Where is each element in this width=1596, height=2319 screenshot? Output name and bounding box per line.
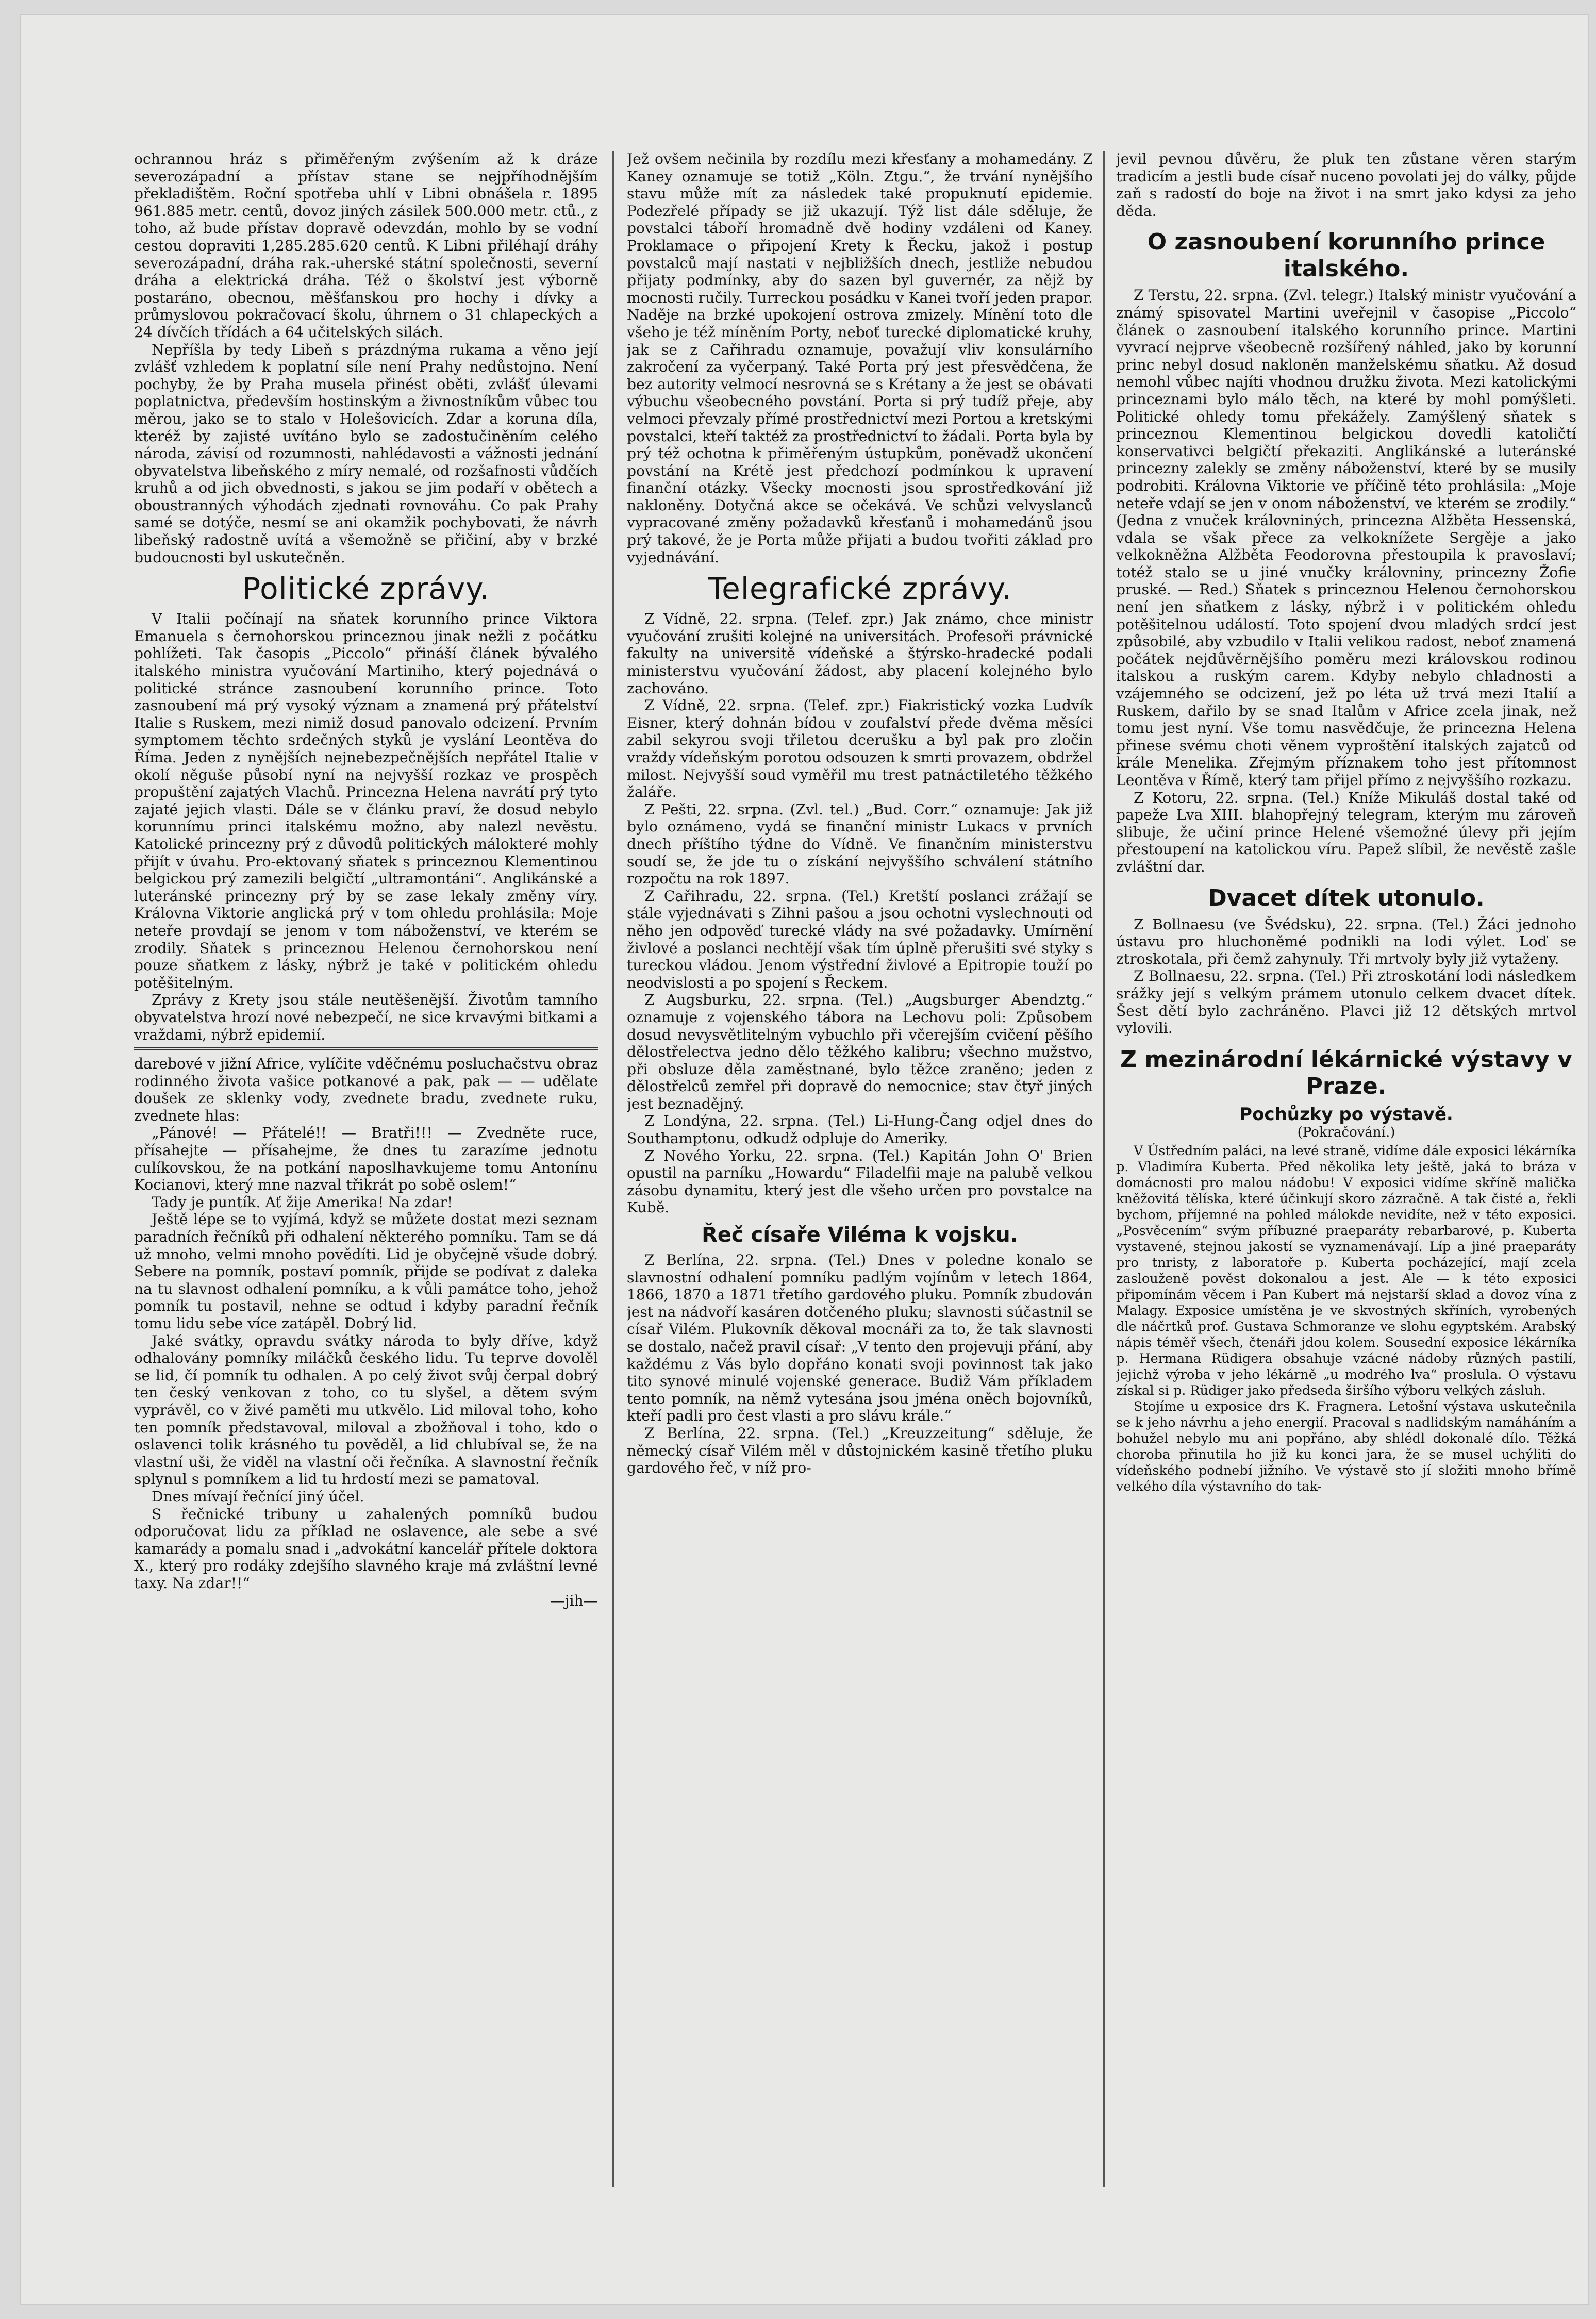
section-heading-politics: Politické zprávy. [242,571,490,607]
telegram: Z Bollnaesu, 22. srpna. (Tel.) Při ztroskotání lodi následkem srážky její s velkým prámem utonulo celkem dvacet dítek. Šest dětí bylo zachráněno. Plavci již 12 dětských mrtvol vylovili. [1116,967,1576,1037]
paragraph: Ještě lépe se to vyjímá, když se můžete dostat mezi seznam paradních řečníků při odhalení některého pomníku. Tam se dá už mnoho, velmi mnoho povědíti. Lid je obyčejně všude dobrý. Sebere na pomník, postaví pomník, přijde se podívat z daleka na tu slavnost odhalení pomníku, a k vůli památce toho, jehož pomník tu postavil, nehne se odtud i kdyby paradní řečník tomu lidu sebe více zatápěl. Dobrý lid. [134,1211,598,1332]
paragraph: Jež ovšem nečinila by rozdílu mezi křesťany a mohamedány. Z Kaney oznamuje se totiž „Köln. Ztgu.“, že trvání nynějšího stavu může mít za následek také propuknutí epidemie. Podezřelé případy se již ukazují. Týž list dále sděluje, že povstalci táboří hromadně dvě hodiny vzdáleni od Kaney. Proklamace o připojení Krety k Řecku, jakož i postup povstalců mají nastati v nejbližších dnech, jestliže nebudou přijaty podmínky, aby do sazen byl guvernér, za nějž by mocnosti ručily. Turreckou posádku v Kanei tvoří jeden prapor. Naděje na brzké upokojení ostrova zmizely. Mínění toto dle všeho je též míněním Porty, neboť turecké diplomatické kruhy, jak se z Cařihradu oznamuje, považují vliv konsulárního zakročení za vyčerpaný. Také Porta prý jest přesvědčena, že bez autority velmocí nesrovná se s Krétany a že jest se obávati výbuchu všeobecného povstání. Porta si prý tudíž přeje, aby velmoci převzaly přímé prostřednictví mezi Portou a kretskými povstalci, kteří taktéž za prostřednictví to žádali. Porta byla by prý též ochotna k přiměřeným ústupkům, poněvadž ukončení povstání na Krétě jest předchozí podmínkou k upravení finanční otázky. Všecky mocnosti jsou sprostředkování již nakloněny. Dotyčná akce se očekává. Ve schůzi velvyslanců vypracované změny požadavků křesťanů i mohamedánů jsou prý takové, že je Porta může přijati a budou tvořiti základ pro vyjednávání. [627,151,1093,566]
column-rule [1103,151,1105,2187]
column-left [134,151,598,2187]
column-right [1116,151,1576,2150]
telegram: Z Nového Yorku, 22. srpna. (Tel.) Kapitán John O' Brien opustil na parníku „Howardu“ Filadelfii maje na palubě velkou zásobu dynamitu, který jest dle všeho určen pro povstalce na Kubě. [627,1147,1093,1216]
section-divider [134,1047,598,1050]
column-middle [627,151,1093,2187]
paragraph: „Pánové! — Přátelé!! — Bratři!!! — Zvedněte ruce, přísahejte — přísahejme, že dnes tu zarazíme jednotu culíkovskou, že na potkání naposlhavkujeme tomu Antonínu Kocianovi, který mne nazval třikrát po sobě oslem!“ [134,1124,598,1194]
subheading-walks: Pochůzky po výstavě. [1239,1104,1453,1125]
section-heading-drowned: Dvacet dítek utonulo. [1208,885,1485,911]
telegram: Z Vídně, 22. srpna. (Telef. zpr.) Jak známo, chce ministr vyučování zrušiti kolejné na universitách. Profesoři právnické fakulty na universitě vídeňské a štýrsko-hradecké podali ministerstvu vyučování žádost, aby placení kolejného bylo zachováno. [627,610,1093,697]
paragraph: darebové v jižní Africe, vylíčite vděčnému posluchačstvu obraz rodinného života vašice potkanové a pak, pak — — udělate doušek ze sklenky vody, zvednete bradu, zvednete ruku, zvednete hlas: [134,1055,598,1124]
telegram: Z Vídně, 22. srpna. (Telef. zpr.) Fiakristický vozka Ludvík Eisner, který dohnán bídou v zoufalství přede dvěma měsíci zabil sekyrou svoji třiletou dcerušku a byl pak pro zločin vraždy vídeňským porotou odsouzen k smrti provazem, obdržel milost. Nejvyšší soud vyměřil mu trest patnáctiletého těžkého žaláře. [627,697,1093,801]
section-heading-engagement: O zasnoubení korunního prince italského. [1147,229,1545,282]
paragraph: S řečnické tribuny u zahalených pomníků budou odporučovat lidu za příklad ne oslavence, ale sebe a své kamarády a pomalu snad i „advokátní kancelář přítele doktora X., který pro rodáky zdejšího slavného kraje má zvláštní levné taxy. Na zdar!!“ [134,1505,598,1592]
telegram: Z Bollnaesu (ve Švédsku), 22. srpna. (Tel.) Žáci jednoho ústavu pro hluchoněmé podnikli na lodi výlet. Loď se ztroskotala, při čemž zahynuly. Tři mrtvoly byly již vytaženy. [1116,915,1576,967]
telegram: Z Terstu, 22. srpna. (Zvl. telegr.) Italský ministr vyučování a známý spisovatel Martini uveřejnil v časopise „Piccolo“ článek o zasnoubení italského korunního prince. Martini vyvrací nejprve všeobecně rozšířený náhled, jako by korunní princ nebyl dosud nakloněn manželskému sňatku. Až dosud nemohl vůbec najíti vhodnou družku života. Mezi katolickými princeznami bylo málo těch, na které by mohl pomýšleti. Politické ohledy tomu překážely. Zamýšlený sňatek s princeznou Klementinou belgickou dovedli katoličtí konservativci belgičtí překaziti. Anglikánské a luteránské princezny zalekly se změny náboženství, které by se musily podrobiti. Královna Viktorie ve příčině této prohlásila: „Moje neteře vdají se jen v onom náboženství, ve kterém se zrodily.“ (Jedna z vnuček královniných, princezna Alžběta Hessenská, vdala se však přece za velkoknížete Sergěje a jako velkokněžna Alžběta Feodorovna přestoupila k pravoslaví; totéž stalo se u jiné vnučky královniny, princezny Žofie pruské. — Red.) Sňatek s princeznou Helenou černohorskou není jen sňatkem z lásky, nýbrž i v politickém ohledu potěšitelnou událostí. Toto spojení dvou mladých srdcí jest způsobilé, aby vzbudilo v Italii velikou radost, neboť znamená počátek nejdůvěrnějšího poměru mezi královskou rodinou italskou a ruským carem. Kdyby nebylo chladnosti a vzájemného se odcizení, jež po léta už trvá mezi Italií a Ruskem, dařilo by se snad Italům v Africe zcela jinak, než tomu jest nyní. Vše tomu nasvědčuje, že princezna Helena přinese svému choti věnem vyproštění italských zajatců od krále Menelika. Zřejmým příznakem toho jest přítomnost Leontěva v Římě, který tam přijel přímo z nejvyššího rozkazu. [1116,287,1576,789]
paragraph: Nepříšla by tedy Libeň s prázdnýma rukama a věno její zvlášť vzhledem k poplatní síle není Prahy nedůstojno. Není pochyby, že by Praha musela přinést oběti, zvlášť úlevami poplatnictva, především hostinským a živnostníkům vůbec tou měrou, jako se to stalo v Holešovicích. Zdar a koruna díla, kteréž by zajisté uvítáno bylo se zadostučiněním celého národa, závisí od rozumnosti, nahlédavosti a vážnosti jednání obyvatelstva libeňského z míry nemalé, od rozšafnosti vůdčích kruhů a od jich obvednosti, s jakou se jim podaří v obětech a oboustranných výhodách zjednati rovnováhu. Co pak Prahy samé se dotýče, nesmí se ani okamžik pochybovati, že návrh libeňský radostně uvítá a všemožně se přičiní, aby v brzké budoucnosti byl uskutečněn. [134,341,598,566]
newspaper-page [21,15,1588,2304]
telegram: Z Berlína, 22. srpna. (Tel.) Dnes v poledne konalo se slavnostní odhalení pomníku padlým vojínům v letech 1864, 1866, 1870 a 1871 třetího gardového pluku. Pomník zbudován jest na nádvoří kasáren dotčeného pluku; slavnosti súčastnil se císař Vilém. Plukovník děkoval mocnáři za to, že tak slavnosti se dostalo, načež pravil císař: „V tento den projevuji přání, aby každému z Vás bylo dopřáno konati svoji povinnost tak jako tito synové minulé vojenské generace. Budiž Vám příkladem tento pomník, na němž vytesána jsou jména oněch bojovníků, kteří padli pro čest vlasti a pro slávu krále.“ [627,1252,1093,1425]
section-heading-telegrams: Telegrafické zprávy. [708,571,1012,607]
paragraph: ochrannou hráz s přiměřeným zvýšením až k dráze severozápadní a přístav stane se nejpříhodnějším překladištěm. Roční spotřeba uhlí v Libni obnášela r. 1895 961.885 metr. centů, dovoz jiných zásilek 500.000 metr. ctů., z toho, až bude přístav dopravě odevzdán, mohlo by se vodní cestou dopraviti 1,285.285.620 centů. K Libni přiléhají dráhy severozápadní, dráha rak.-uherské státní společnosti, severní dráha a elektrická dráha. Též o školství jest výborně postaráno, obecnou, měšťanskou pro hochy i dívky a průmyslovou pokračovací školu, úhrnem o 31 chlapeckých a 24 dívčích třídách a 64 učitelských silách. [134,151,598,341]
column-rule [612,151,614,2187]
paragraph: Stojíme u exposice drs K. Fragnera. Letošní výstava uskutečnila se k jeho návrhu a jeho energií. Pracoval s nadlidským namáháním a bohužel nebylo mu ani popřáno, aby shlédl dokonalé dílo. Těžká choroba přinutila ho již ku konci jara, že se musel uchýliti do vídeňského podnebí jižního. Ve výstavě sto jí složiti mnoho břímě velkého díla výstavního do tak- [1116,1398,1576,1494]
section-heading-speech: Řeč císaře Viléma k vojsku. [702,1223,1018,1247]
telegram: Z Augsburku, 22. srpna. (Tel.) „Augsburger Abendztg.“ oznamuje z vojenského tábora na Lechovu poli: Způsobem dosud nevysvětlitelným vybuchlo při včerejším cvičení pěšího dělostřelectva jedno dělo těžkého kalibru; všechno mužstvo, při obsluze děla zaměstnané, bylo těžce zraněno; jeden z dělostřelců zemřel při dopravě do nemocnice; stav čtyř jiných jest beznadějný. [627,991,1093,1112]
telegram: Z Berlína, 22. srpna. (Tel.) „Kreuzzeitung“ sděluje, že německý císař Vilém měl v důstojnickém kasině třetího pluku gardového řeč, v níž pro- [627,1424,1093,1477]
subheading-continued: (Pokračování.) [1297,1124,1395,1140]
paragraph: Tady je puntík. Ať žije Amerika! Na zdar! [152,1193,453,1211]
author-signature: —jih— [550,1592,598,1609]
paragraph: Dnes mívají řečnící jiný účel. [152,1488,364,1505]
telegram: Z Kotoru, 22. srpna. (Tel.) Kníže Mikuláš dostal také od papeže Lva XIII. blahopřejný telegram, kterým mu zároveň slibuje, že učiní prince Helené všemožné úlevy při jejím přestoupení na katolickou víru. Papež slíbil, že nevěstě zašle zvláštní dar. [1116,789,1576,875]
paragraph: Zprávy z Krety jsou stále neutěšenější. Životům tamního obyvatelstva hrozí nové nebezpečí, ne sice krvavými bitkami a vraždami, nýbrž epidemií. [134,991,598,1043]
telegram: Z Londýna, 22. srpna. (Tel.) Li-Hung-Čang odjel dnes do Southamptonu, odkudž odpluje do Ameriky. [627,1112,1093,1147]
paragraph: V Ústředním paláci, na levé straně, vidíme dále exposici lékárníka p. Vladimíra Kuberta. Před několika lety ještě, jaká to bráza v domácnosti pro malou nádobu! V exposici vidíme skříně malička kněžovitá tělíska, které účinkují skoro zázračně. A tak čisté a, řekli bychom, příjemné na pohled málokde nevidíte, než v této exposici. „Posvěcením“ svým příbuzné praeparáty rebarbarové, p. Kuberta vystavené, stejnou jakostí se vyznamenávají. Líp a jiné praeparáty pro tnristy, z laboratoře p. Kuberta pocházející, mají zcela zaslouženě pověst dokonalou a jest. Ale — k této exposici připomínám věcem i Pan Kubert má nejstarší sklad a dovoz vína z Malagy. Exposice umístěna je ve skvostných skříních, vyrobených dle náčrtků prof. Gustava Schmoranze ve slohu egyptském. Arabský nápis téměř všech, čtenáři jdou kolem. Sousední exposice lékárníka p. Hermana Rüdigera obsahuje vzácné nádoby různých pastilí, jejichž výroba v jeho lékárně „u modrého lva“ proslula. O výstavu získal si p. Rüdiger jako předseda širšího výboru velkých zásluh. [1116,1143,1576,1398]
section-heading-exhibition: Z mezinárodní lékárnické výstavy v Praze. [1120,1046,1572,1099]
paragraph: jevil pevnou důvěru, že pluk ten zůstane věren starým tradicím a jestli bude císař nuceno povolati jej do války, půjde zaň s radostí do boje na život i na smrt jako kdysi za jeho děda. [1116,151,1576,220]
paragraph: V Italii počínají na sňatek korunního prince Viktora Emanuela s černohorskou princeznou jinak nežli z počátku pohlížeti. Tak časopis „Piccolo“ přináší článek bývalého italského ministra vyučování Martiniho, který pojednává o politické stránce zasnoubení korunního prince. Toto zasnoubení má prý vysoký význam a znamená prý přátelství Italie s Ruskem, mezi nimiž dosud panovalo odcizení. Prvním symptomem těchto srdečných styků je vyslání Leontěva do Říma. Jeden z nynějších nejnebezpečnějších nepřátel Italie v okolí něguše působí nyní na nejvyšší rozkaz ve prospěch propuštění zajatých Vlachů. Princezna Helena navrátí prý tyto zajaté jejich vlasti. Dále se v článku praví, že dosud nebylo korunnímu princi italskému možno, aby nalezl nevěstu. Katolické princezny prý z důvodů politických málokteré mohly přijít v úvahu. Pro-ektovaný sňatek s princeznou Klementinou belgickou prý zamezili belgičtí „ultramontáni“. Anglikánské a luteránské princezny prý by se zase lekaly změny víry. Královna Viktorie anglická prý v tom ohledu prohlásila: Moje neteře provdají se jenom v tom náboženství, ve kterém se zrodily. Sňatek s princeznou Helenou černohorskou není pouze sňatkem z lásky, nýbrž je také v politickém ohledu potěšitelným. [134,610,598,991]
telegram: Z Pešti, 22. srpna. (Zvl. tel.) „Bud. Corr.“ oznamuje: Jak již bylo oznámeno, vydá se finanční ministr Lukacs v prvních dnech příštího týdne do Vídně. Ve finančním ministerstvu soudí se, že jde tu o získání nejvyššího schválení státního rozpočtu na rok 1897. [627,800,1093,888]
paragraph: Jaké svátky, opravdu svátky národa to byly dříve, když odhalovány pomníky miláčků českého lidu. Tu teprve dovolěl se lid, čí pomník tu odhalen. A po celý život svůj čerpal dobrý ten český venkovan z toho, co tu slyšel, a dětem svým vyprávěl, co v živé paměti mu utkvělo. Lid miloval toho, koho ten pomník představoval, miloval a zbožňoval i toho, kdo o oslavenci tolik krásného tu pověděl, a lid chlubíval se, že na vlastní uši, že viděl na vlastní oči řečníka. A slavnostní řečník splynul s pomníkem a lid tu hrdostí mezi se pamatoval. [134,1332,598,1488]
telegram: Z Cařihradu, 22. srpna. (Tel.) Kretští poslanci zrážají se stále vyjednávati s Zihni pašou a jsou ochotni vyslechnouti od něho jen odpověď turecké vlády na své požadavky. Umírnění živlové a poslanci nechtějí však tím úplně přerušiti své styky s tureckou vládou. Jenom výstřední živlové a Epitropie touží po neodvislosti a po spojení s Řeckem. [627,887,1093,991]
